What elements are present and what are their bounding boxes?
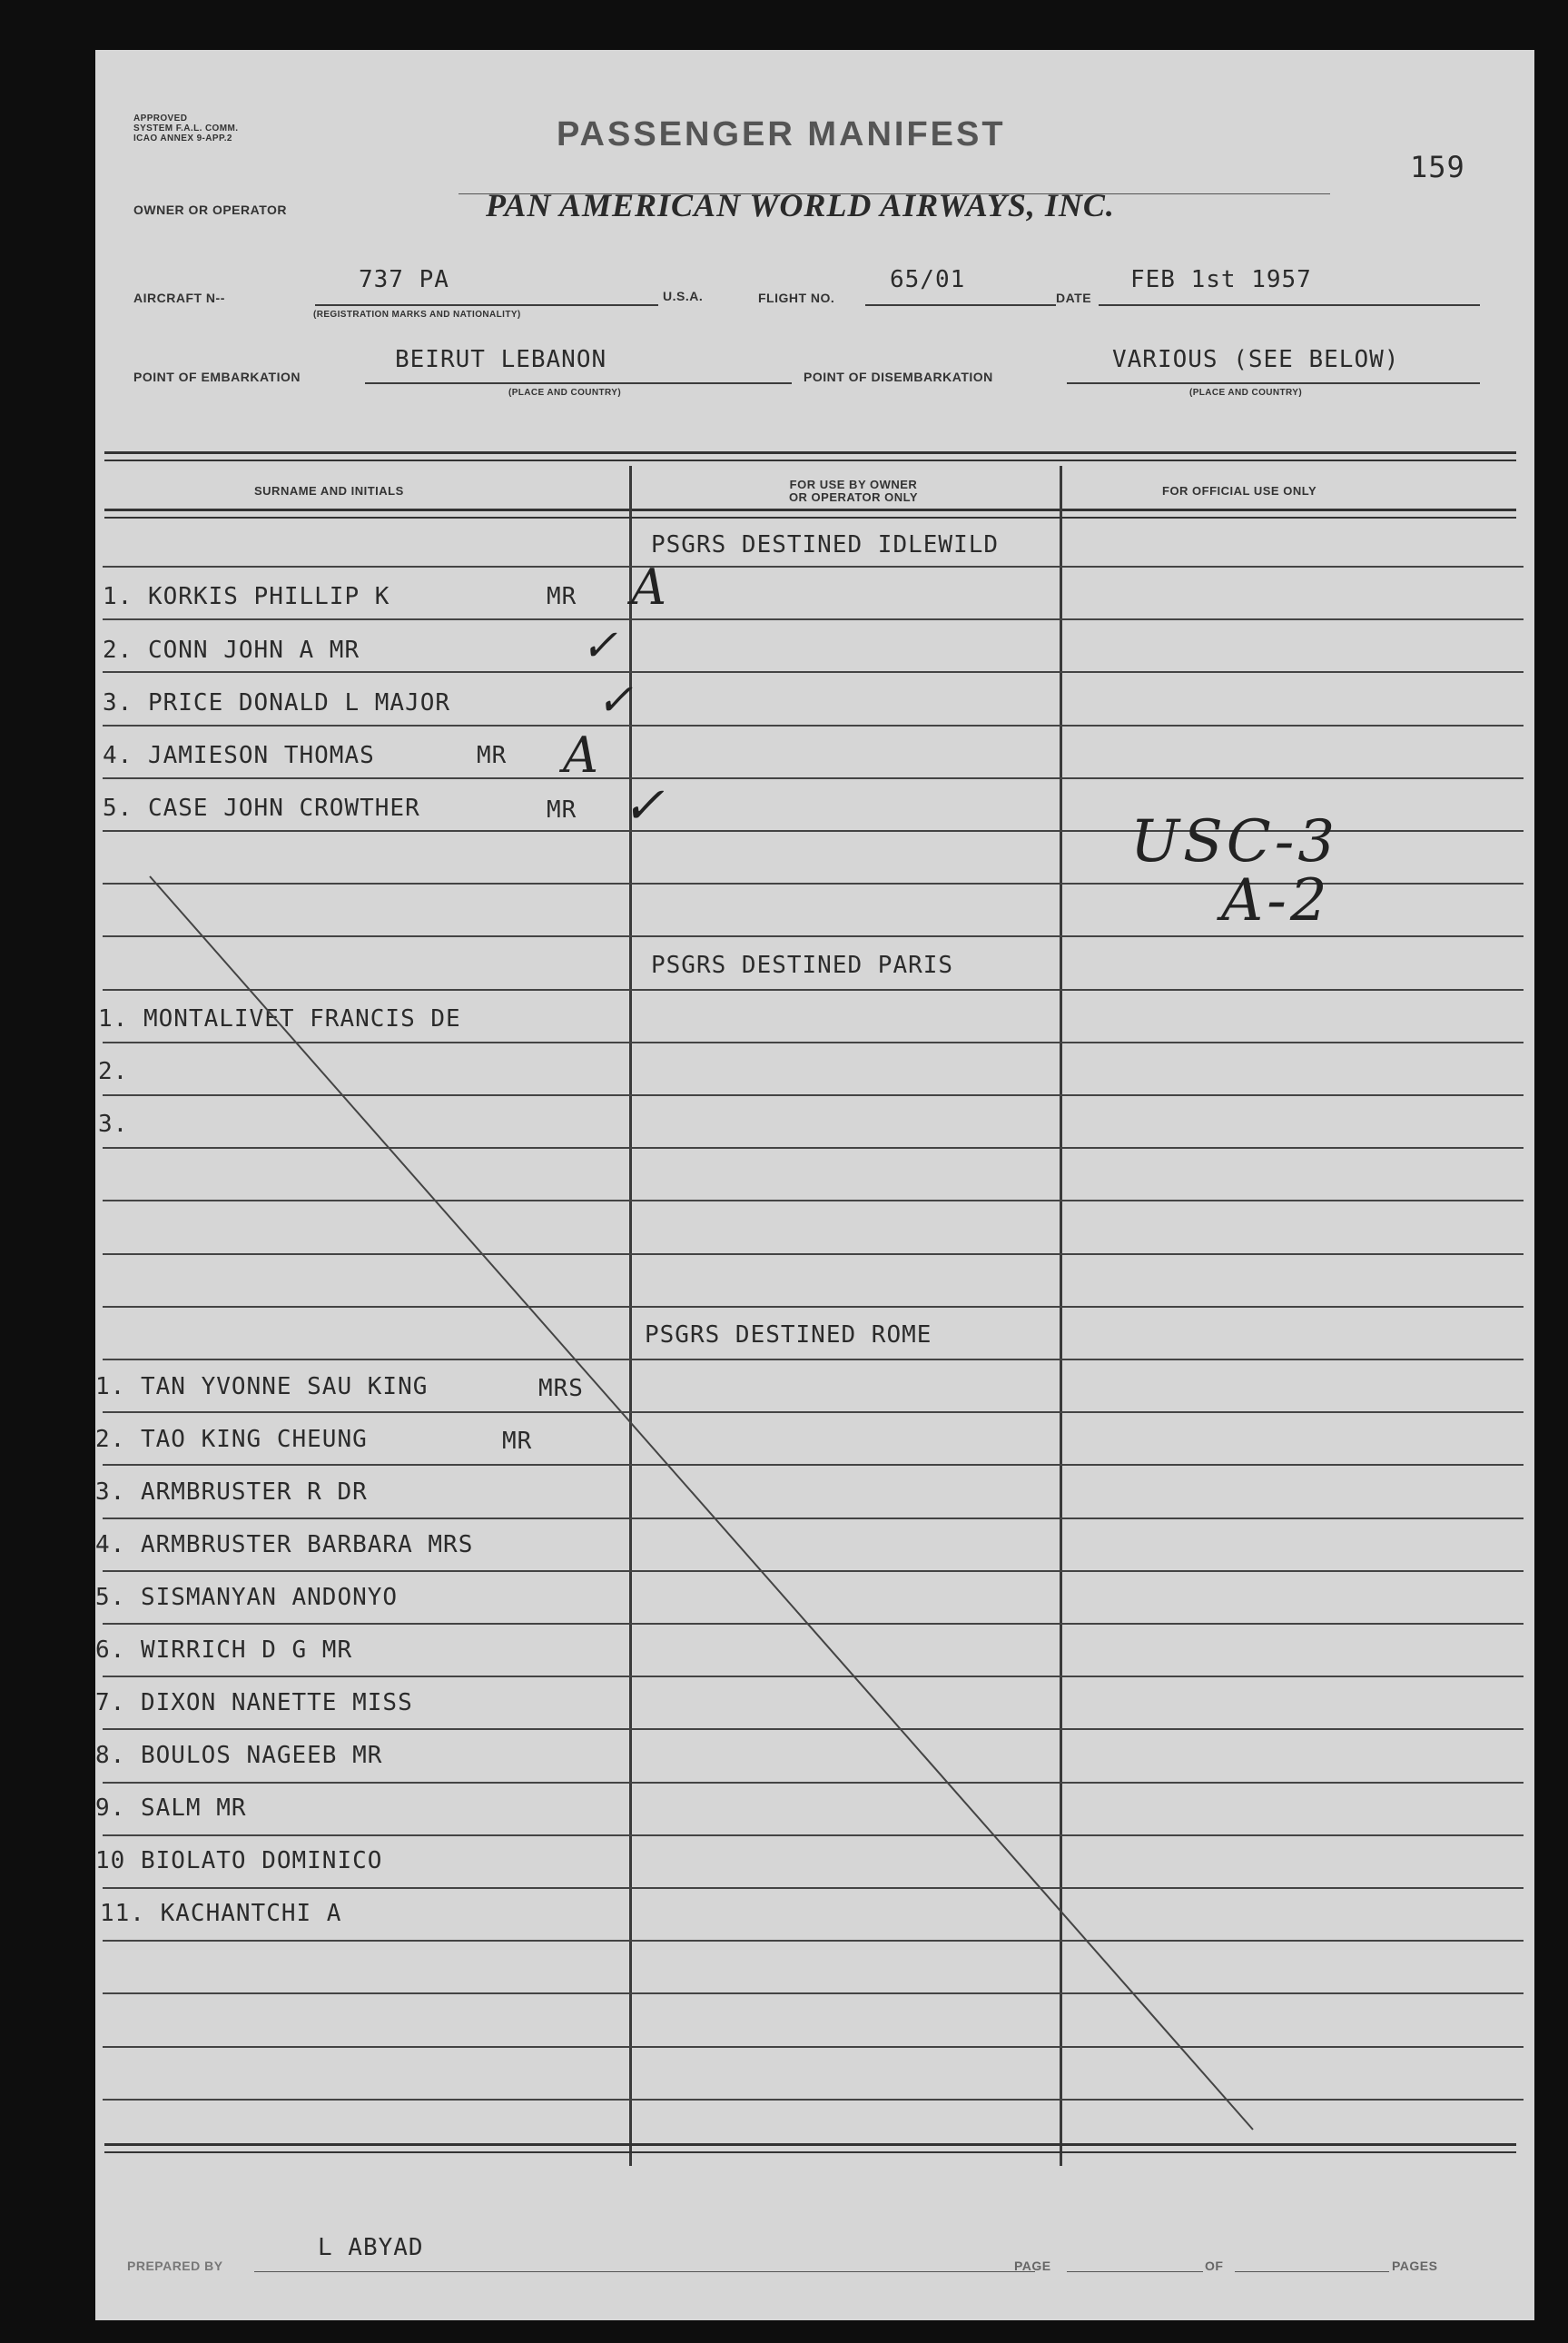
passenger-row: 1. KORKIS PHILLIP K xyxy=(103,583,390,610)
prepared-label: PREPARED BY xyxy=(127,2259,223,2273)
passenger-row: 6. WIRRICH D G MR xyxy=(95,1636,353,1664)
flight-label: FLIGHT NO. xyxy=(758,291,835,305)
disembark-label: POINT OF DISEMBARKATION xyxy=(804,370,993,384)
passenger-row: 5. SISMANYAN ANDONYO xyxy=(95,1584,399,1611)
passenger-row: 3. xyxy=(98,1111,129,1138)
passenger-row: 4. ARMBRUSTER BARBARA MRS xyxy=(95,1531,474,1558)
handwritten-mark: A xyxy=(563,727,602,784)
passenger-row: 10 BIOLATO DOMINICO xyxy=(95,1847,383,1874)
pages-label: PAGES xyxy=(1392,2259,1438,2273)
passenger-title: MR xyxy=(477,742,508,769)
passenger-title: MR xyxy=(547,583,577,610)
passenger-row: 8. BOULOS NAGEEB MR xyxy=(95,1742,383,1769)
group-heading-paris: PSGRS DESTINED PARIS xyxy=(651,952,954,979)
column-official: FOR OFFICIAL USE ONLY xyxy=(1162,484,1317,498)
passenger-title: MR xyxy=(502,1428,533,1455)
check-mark: ✓ xyxy=(581,620,622,671)
owner-label: OWNER OR OPERATOR xyxy=(133,203,287,217)
official-note-2: A-2 xyxy=(1221,867,1331,934)
date-value: FEB 1st 1957 xyxy=(1130,266,1312,293)
passenger-row: 9. SALM MR xyxy=(95,1794,247,1822)
group-heading-rome: PSGRS DESTINED ROME xyxy=(645,1321,932,1349)
place-note-disembark: (PLACE AND COUNTRY) xyxy=(1189,388,1303,398)
flight-value: 65/01 xyxy=(890,266,966,293)
column-owner-use: FOR USE BY OWNER OR OPERATOR ONLY xyxy=(788,478,919,504)
aircraft-label: AIRCRAFT N-- xyxy=(133,291,225,305)
passenger-row: 2. TAO KING CHEUNG xyxy=(95,1426,368,1453)
embark-value: BEIRUT LEBANON xyxy=(395,346,607,373)
page-label: PAGE xyxy=(1014,2259,1051,2273)
official-note-1: USC-3 xyxy=(1130,808,1339,875)
place-note-embark: (PLACE AND COUNTRY) xyxy=(508,388,622,398)
passenger-row: 5. CASE JOHN CROWTHER xyxy=(103,795,420,822)
passenger-title: MR xyxy=(547,796,577,824)
of-label: OF xyxy=(1205,2259,1224,2273)
passenger-row: 7. DIXON NANETTE MISS xyxy=(95,1689,413,1716)
manifest-page xyxy=(95,50,1534,2320)
embark-label: POINT OF EMBARKATION xyxy=(133,370,301,384)
aircraft-value: 737 PA xyxy=(359,266,449,293)
passenger-title: MRS xyxy=(538,1375,584,1402)
check-mark: ✓ xyxy=(622,776,668,835)
handwritten-mark: A xyxy=(631,559,670,616)
passenger-row: 4. JAMIESON THOMAS xyxy=(103,742,375,769)
passenger-row: 11. KACHANTCHI A xyxy=(100,1900,342,1927)
diagonal-strike-line xyxy=(95,50,1534,2320)
passenger-row: 1. TAN YVONNE SAU KING xyxy=(95,1373,429,1400)
usa-label: U.S.A. xyxy=(663,289,704,303)
date-label: DATE xyxy=(1056,291,1092,305)
page-number: 159 xyxy=(1410,150,1465,184)
registration-note: (REGISTRATION MARKS AND NATIONALITY) xyxy=(313,310,521,320)
passenger-row: 3. ARMBRUSTER R DR xyxy=(95,1478,368,1506)
document-title: PASSENGER MANIFEST xyxy=(557,115,1006,153)
passenger-row: 2. CONN JOHN A MR xyxy=(103,637,360,664)
disembark-value: VARIOUS (SEE BELOW) xyxy=(1112,346,1400,373)
approval-stamp: APPROVED SYSTEM F.A.L. COMM. ICAO ANNEX 9-APP.2 xyxy=(133,114,239,143)
passenger-row: 2. xyxy=(98,1058,129,1085)
passenger-row: 3. PRICE DONALD L MAJOR xyxy=(103,689,451,717)
group-heading-idlewild: PSGRS DESTINED IDLEWILD xyxy=(651,531,1000,559)
check-mark: ✓ xyxy=(597,675,637,726)
company-name: PAN AMERICAN WORLD AIRWAYS, INC. xyxy=(486,187,1115,223)
passenger-row: 1. MONTALIVET FRANCIS DE xyxy=(98,1005,461,1033)
column-surname: SURNAME AND INITIALS xyxy=(254,484,404,498)
prepared-value: L ABYAD xyxy=(318,2234,424,2261)
